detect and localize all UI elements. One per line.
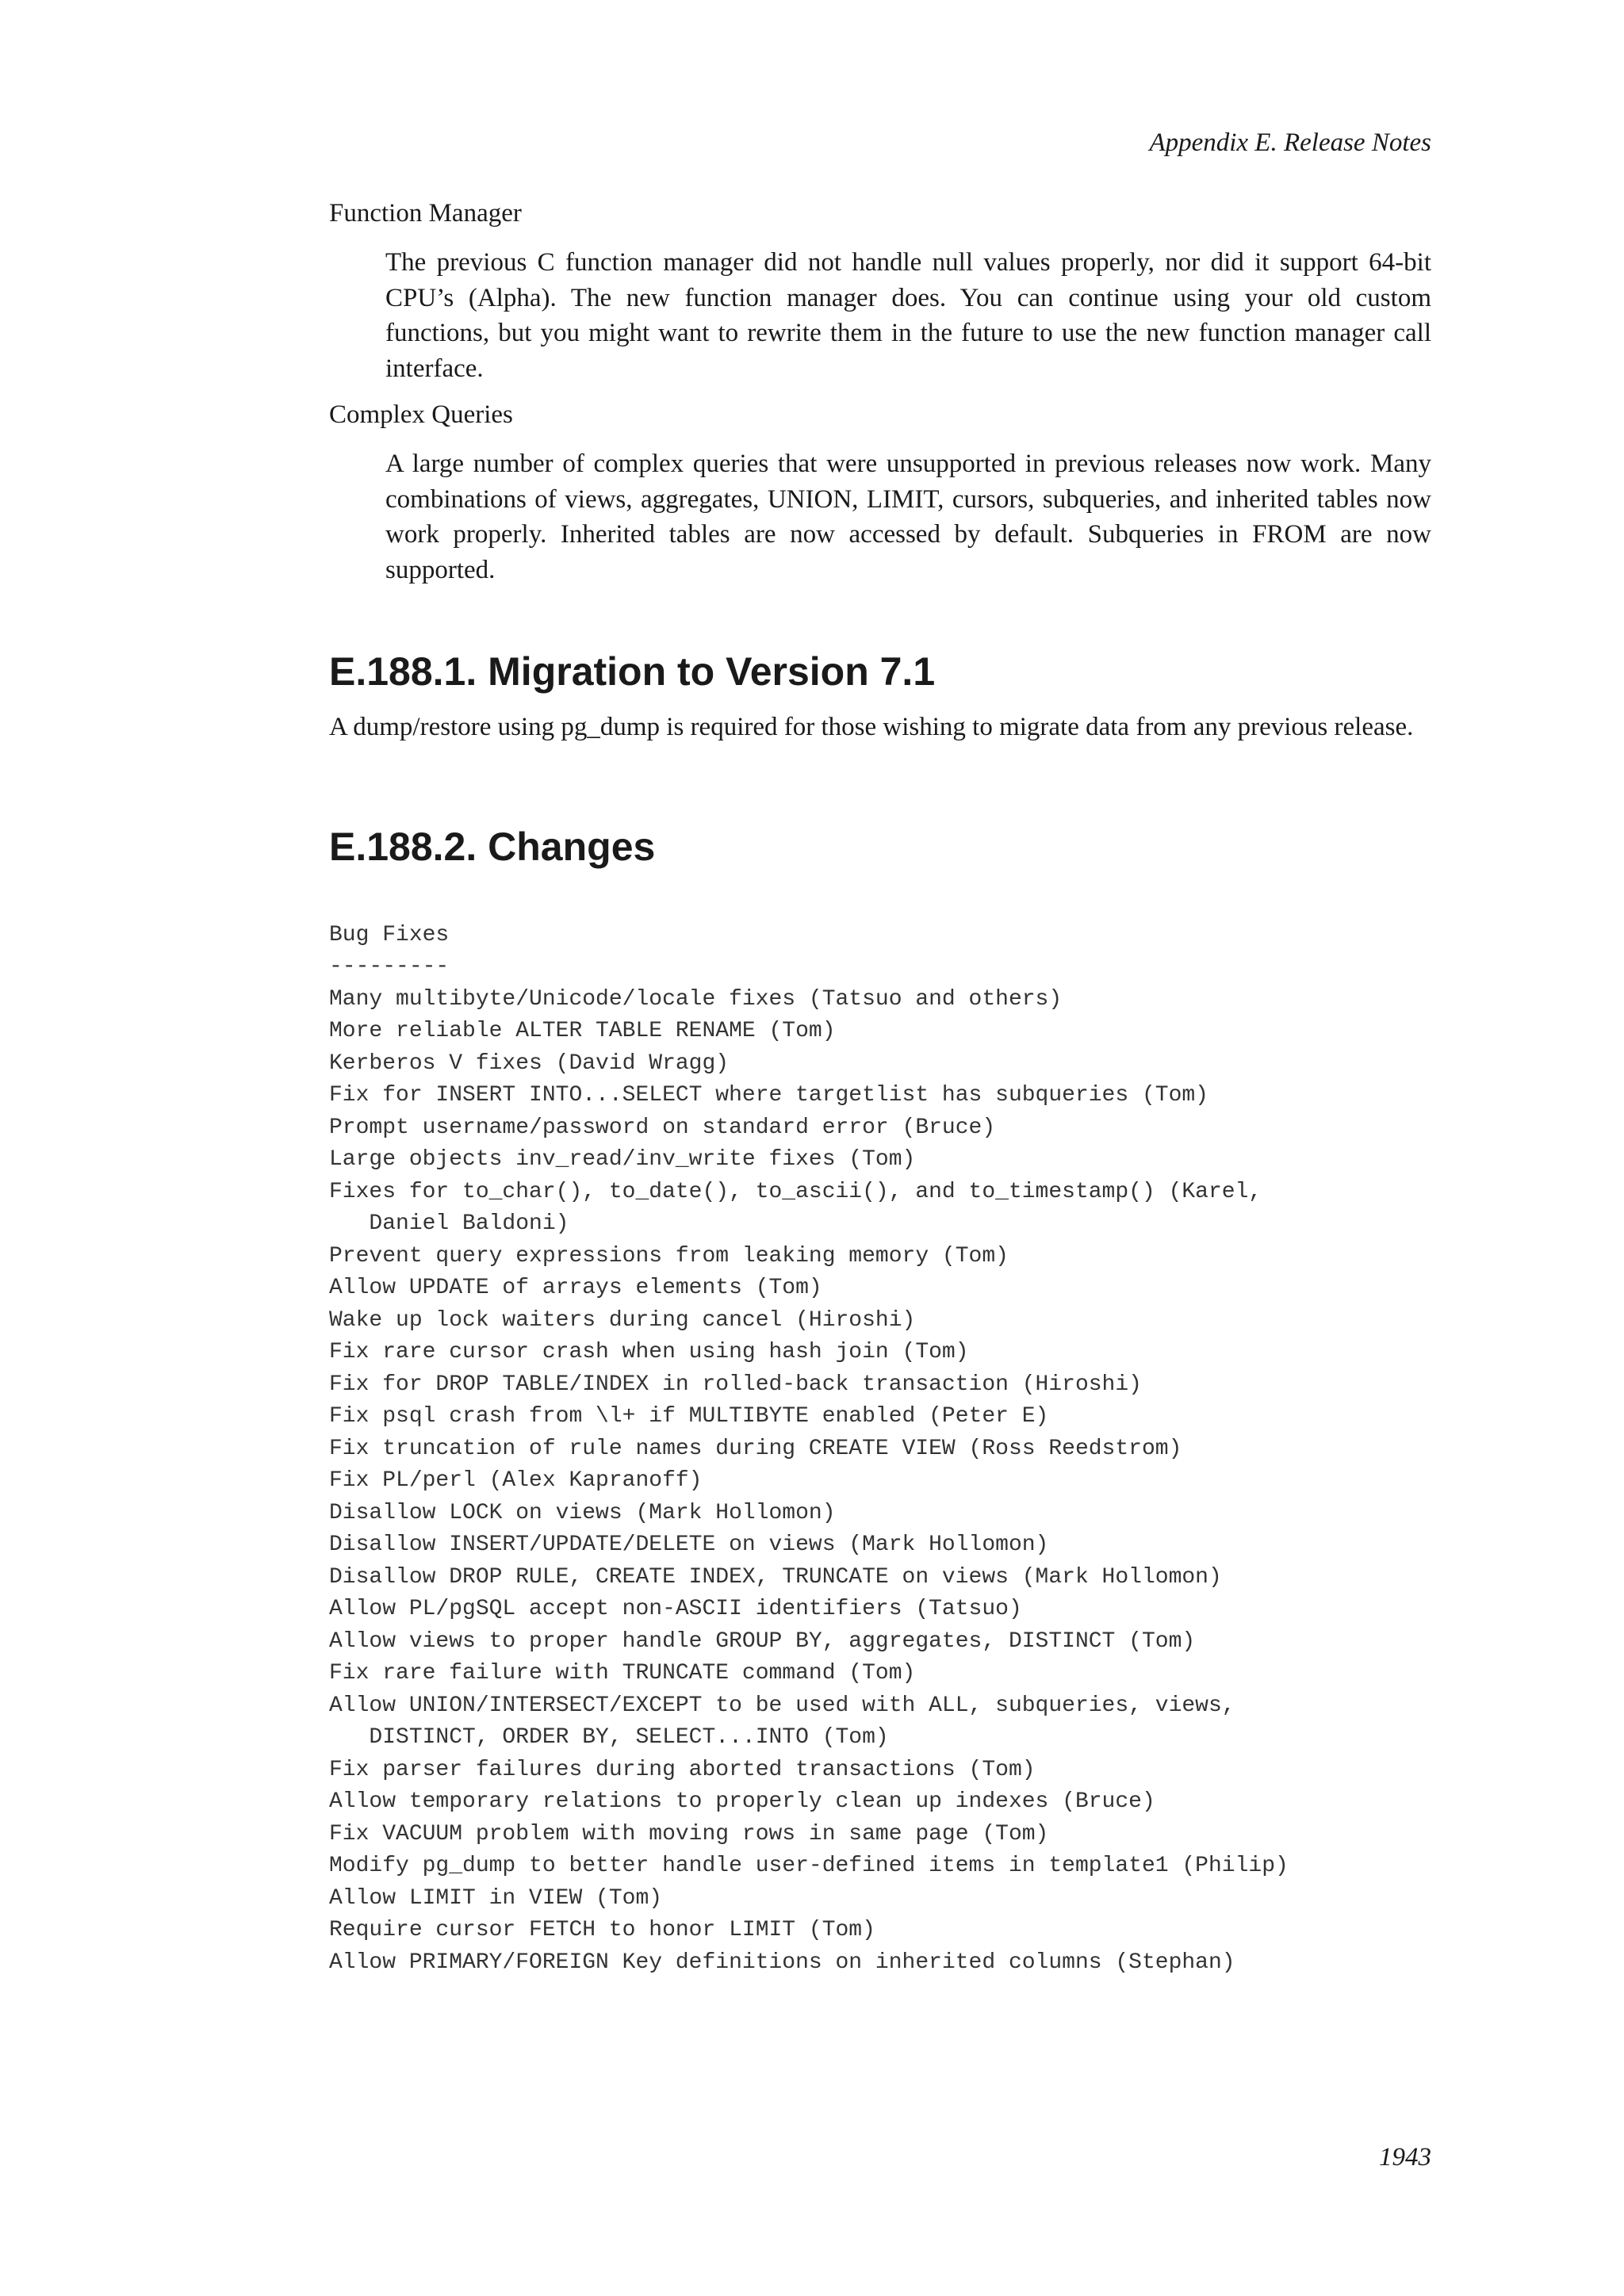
changes-line: Many multibyte/Unicode/locale fixes (Tatsuo and others) — [329, 986, 1063, 1012]
document-page — [329, 0, 1431, 2296]
changes-line: Daniel Baldoni) — [329, 1211, 569, 1236]
changes-line: Fix psql crash from \l+ if MULTIBYTE enabled (Peter E) — [329, 1404, 1049, 1429]
changes-line: Disallow LOCK on views (Mark Hollomon) — [329, 1500, 836, 1525]
page-number: 1943 — [1379, 2143, 1431, 2172]
changes-line: Fix for INSERT INTO...SELECT where targetlist has subqueries (Tom) — [329, 1083, 1208, 1108]
migration-paragraph: A dump/restore using pg_dump is required for those wishing to migrate data from any previous release. — [329, 713, 1414, 741]
changes-line: Modify pg_dump to better handle user-defined items in template1 (Philip) — [329, 1854, 1289, 1878]
section-heading-changes: E.188.2. Changes — [329, 824, 656, 869]
running-header: Appendix E. Release Notes — [1149, 128, 1431, 157]
changes-line: Allow UNION/INTERSECT/EXCEPT to be used with ALL, subqueries, views, — [329, 1693, 1235, 1718]
changes-line: Allow temporary relations to properly clean up indexes (Bruce) — [329, 1789, 1155, 1814]
changes-line: Fix truncation of rule names during CREATE VIEW (Ross Reedstrom) — [329, 1436, 1182, 1461]
changes-line: Bug Fixes — [329, 922, 450, 947]
changes-line: Allow views to proper handle GROUP BY, aggregates, DISTINCT (Tom) — [329, 1628, 1196, 1654]
changes-line: Fixes for to_char(), to_date(), to_ascii(), and to_timestamp() (Karel, — [329, 1179, 1262, 1204]
changes-line: Disallow DROP RULE, CREATE INDEX, TRUNCATE on views (Mark Hollomon) — [329, 1564, 1222, 1590]
changes-line: Allow LIMIT in VIEW (Tom) — [329, 1885, 663, 1911]
definition-function-manager: The previous C function manager did not handle null values properly, nor did it support 64-bit CPU’s (Alpha). The new function manager does. You can continue using your old custom functions, but you might want to rewrite them in the future to use the new function manager call interface. — [385, 248, 1431, 383]
changes-line: Prevent query expressions from leaking memory (Tom) — [329, 1243, 1009, 1269]
changes-line: Fix PL/perl (Alex Kapranoff) — [329, 1468, 703, 1493]
changes-line: Wake up lock waiters during cancel (Hiroshi) — [329, 1307, 916, 1333]
section-heading-migration: E.188.1. Migration to Version 7.1 — [329, 649, 936, 694]
changes-line: Allow PRIMARY/FOREIGN Key definitions on inherited columns (Stephan) — [329, 1950, 1235, 1975]
changes-line: Fix rare failure with TRUNCATE command (Tom) — [329, 1661, 916, 1686]
definition-complex-queries: A large number of complex queries that were unsupported in previous releases now work. Many combinations of views, aggregates, UNION, LIMIT, cursors, subqueries, and inherited tables now work properly. Inherited tables are now accessed by default. Subqueries in FROM are now supported. — [385, 450, 1431, 584]
changes-line: Fix for DROP TABLE/INDEX in rolled-back transaction (Hiroshi) — [329, 1372, 1142, 1397]
term-function-manager: Function Manager — [329, 199, 522, 228]
changes-line: Allow PL/pgSQL accept non-ASCII identifiers (Tatsuo) — [329, 1597, 1022, 1621]
changes-line: Prompt username/password on standard error (Bruce) — [329, 1115, 996, 1140]
changes-line: Allow UPDATE of arrays elements (Tom) — [329, 1276, 822, 1300]
changes-line: --------- — [329, 955, 450, 979]
page-content — [329, 196, 1431, 1979]
term-complex-queries: Complex Queries — [329, 400, 513, 429]
changes-line: Require cursor FETCH to honor LIMIT (Tom) — [329, 1918, 875, 1942]
changes-line: Disallow INSERT/UPDATE/DELETE on views (Mark Hollomon) — [329, 1533, 1049, 1557]
changes-list — [329, 920, 1431, 1980]
changes-line: More reliable ALTER TABLE RENAME (Tom) — [329, 1019, 836, 1043]
changes-line: Kerberos V fixes (David Wragg) — [329, 1050, 730, 1076]
changes-line: Fix rare cursor crash when using hash join (Tom) — [329, 1340, 969, 1364]
changes-line: Large objects inv_read/inv_write fixes (Tom) — [329, 1147, 916, 1172]
changes-line: DISTINCT, ORDER BY, SELECT...INTO (Tom) — [329, 1725, 889, 1750]
changes-line: Fix parser failures during aborted transactions (Tom) — [329, 1757, 1036, 1782]
changes-line: Fix VACUUM problem with moving rows in same page (Tom) — [329, 1821, 1049, 1846]
